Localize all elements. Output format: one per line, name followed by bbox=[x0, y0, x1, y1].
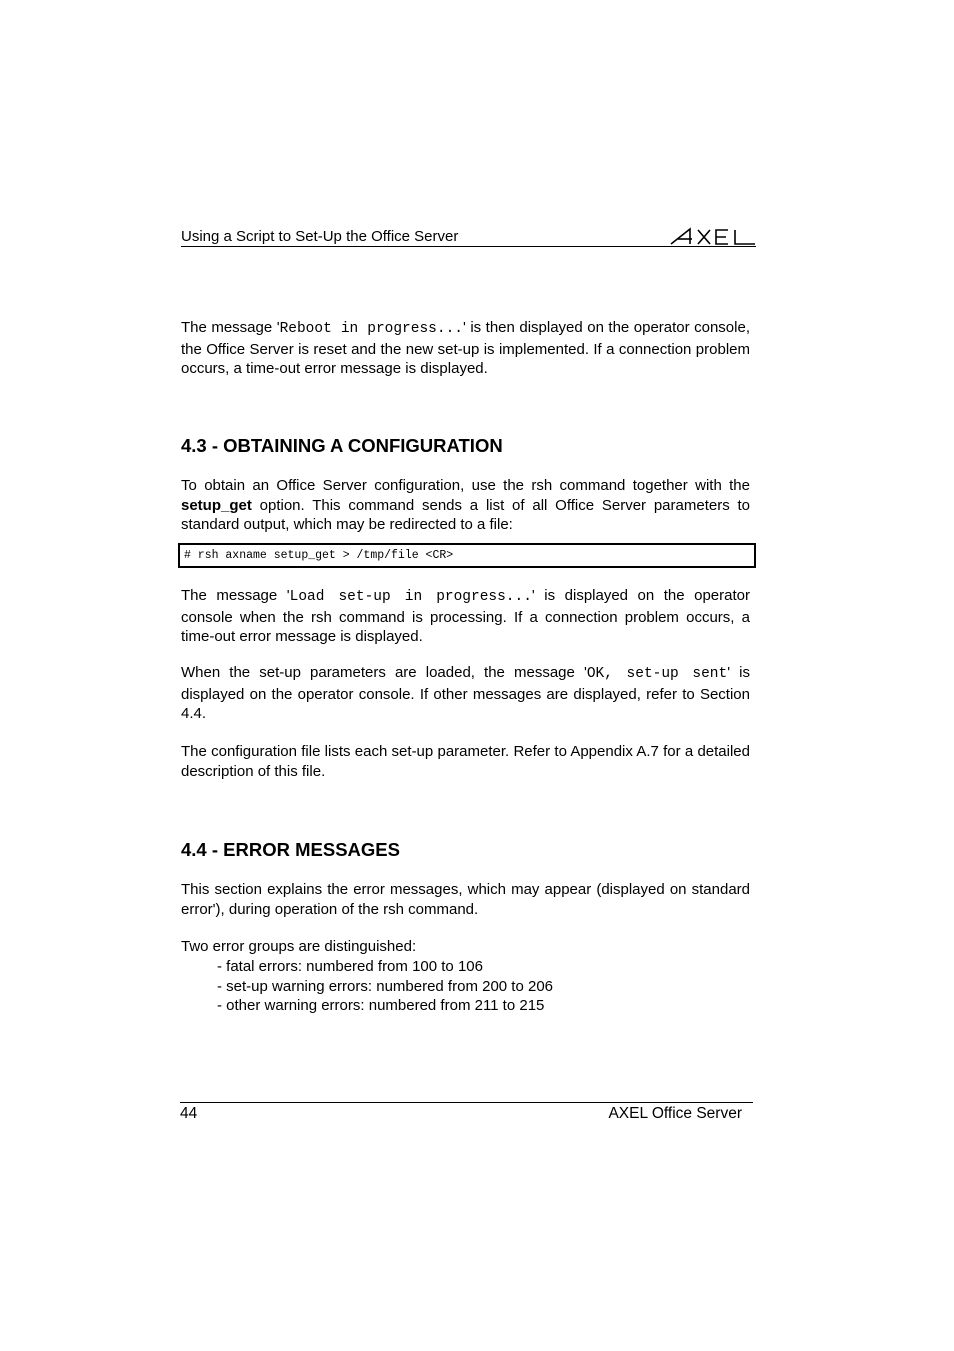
error-group-list bbox=[217, 957, 553, 1016]
page-header bbox=[181, 226, 756, 247]
paragraph-config-file: The configuration file lists each set-up parameter. Refer to Appendix A.7 for a detailed description of this file. bbox=[181, 743, 750, 780]
footer-title: AXEL Office Server bbox=[608, 1105, 742, 1122]
section-heading-4-3: 4.3 - OBTAINING A CONFIGURATION bbox=[181, 435, 503, 456]
inline-code: OK, set-up sent bbox=[586, 666, 728, 682]
section-heading-4-4: 4.4 - ERROR MESSAGES bbox=[181, 839, 400, 860]
header-title: Using a Script to Set-Up the Office Server bbox=[181, 228, 459, 245]
page-number: 44 bbox=[180, 1105, 198, 1122]
command-line: # rsh axname setup_get > /tmp/file <CR> bbox=[184, 549, 454, 562]
paragraph-reboot: The message 'Reboot in progress...' is then displayed on the operator console, the Office Server is reset and the new set-up is implemented. If a connection problem occurs, a time-out error message is displayed. bbox=[181, 319, 750, 377]
paragraph-error-intro: This section explains the error messages, which may appear (displayed on standard error'), during operation of the rsh command. bbox=[181, 881, 750, 918]
list-item: - fatal errors: numbered from 100 to 106 bbox=[217, 958, 483, 975]
setup-get-option: setup_get bbox=[181, 496, 252, 514]
command-code-box bbox=[178, 543, 756, 568]
paragraph-error-groups: Two error groups are distinguished: bbox=[181, 938, 417, 955]
paragraph-load-message: The message 'Load set-up in progress...' is displayed on the operator console when the rsh command is processing. If a connection problem occurs, a time-out error message is displayed. bbox=[181, 587, 750, 645]
paragraph-obtain: To obtain an Office Server configuration, use the rsh command together with the setup_get option. This command sends a list of all Office Server parameters to standard output, which may be redirected to a file: bbox=[181, 477, 750, 533]
inline-code: Load set-up in progress... bbox=[289, 589, 532, 605]
paragraph-ok-message: When the set-up parameters are loaded, the message 'OK, set-up sent' is displayed on the operator console. If other messages are displayed, refer to Section 4.4. bbox=[181, 664, 750, 722]
list-item: - set-up warning errors: numbered from 200 to 206 bbox=[217, 977, 553, 995]
inline-code: Reboot in progress... bbox=[279, 321, 463, 337]
page-footer bbox=[180, 1102, 753, 1127]
list-item: - other warning errors: numbered from 211 to 215 bbox=[217, 997, 545, 1014]
axel-logo bbox=[670, 227, 756, 245]
